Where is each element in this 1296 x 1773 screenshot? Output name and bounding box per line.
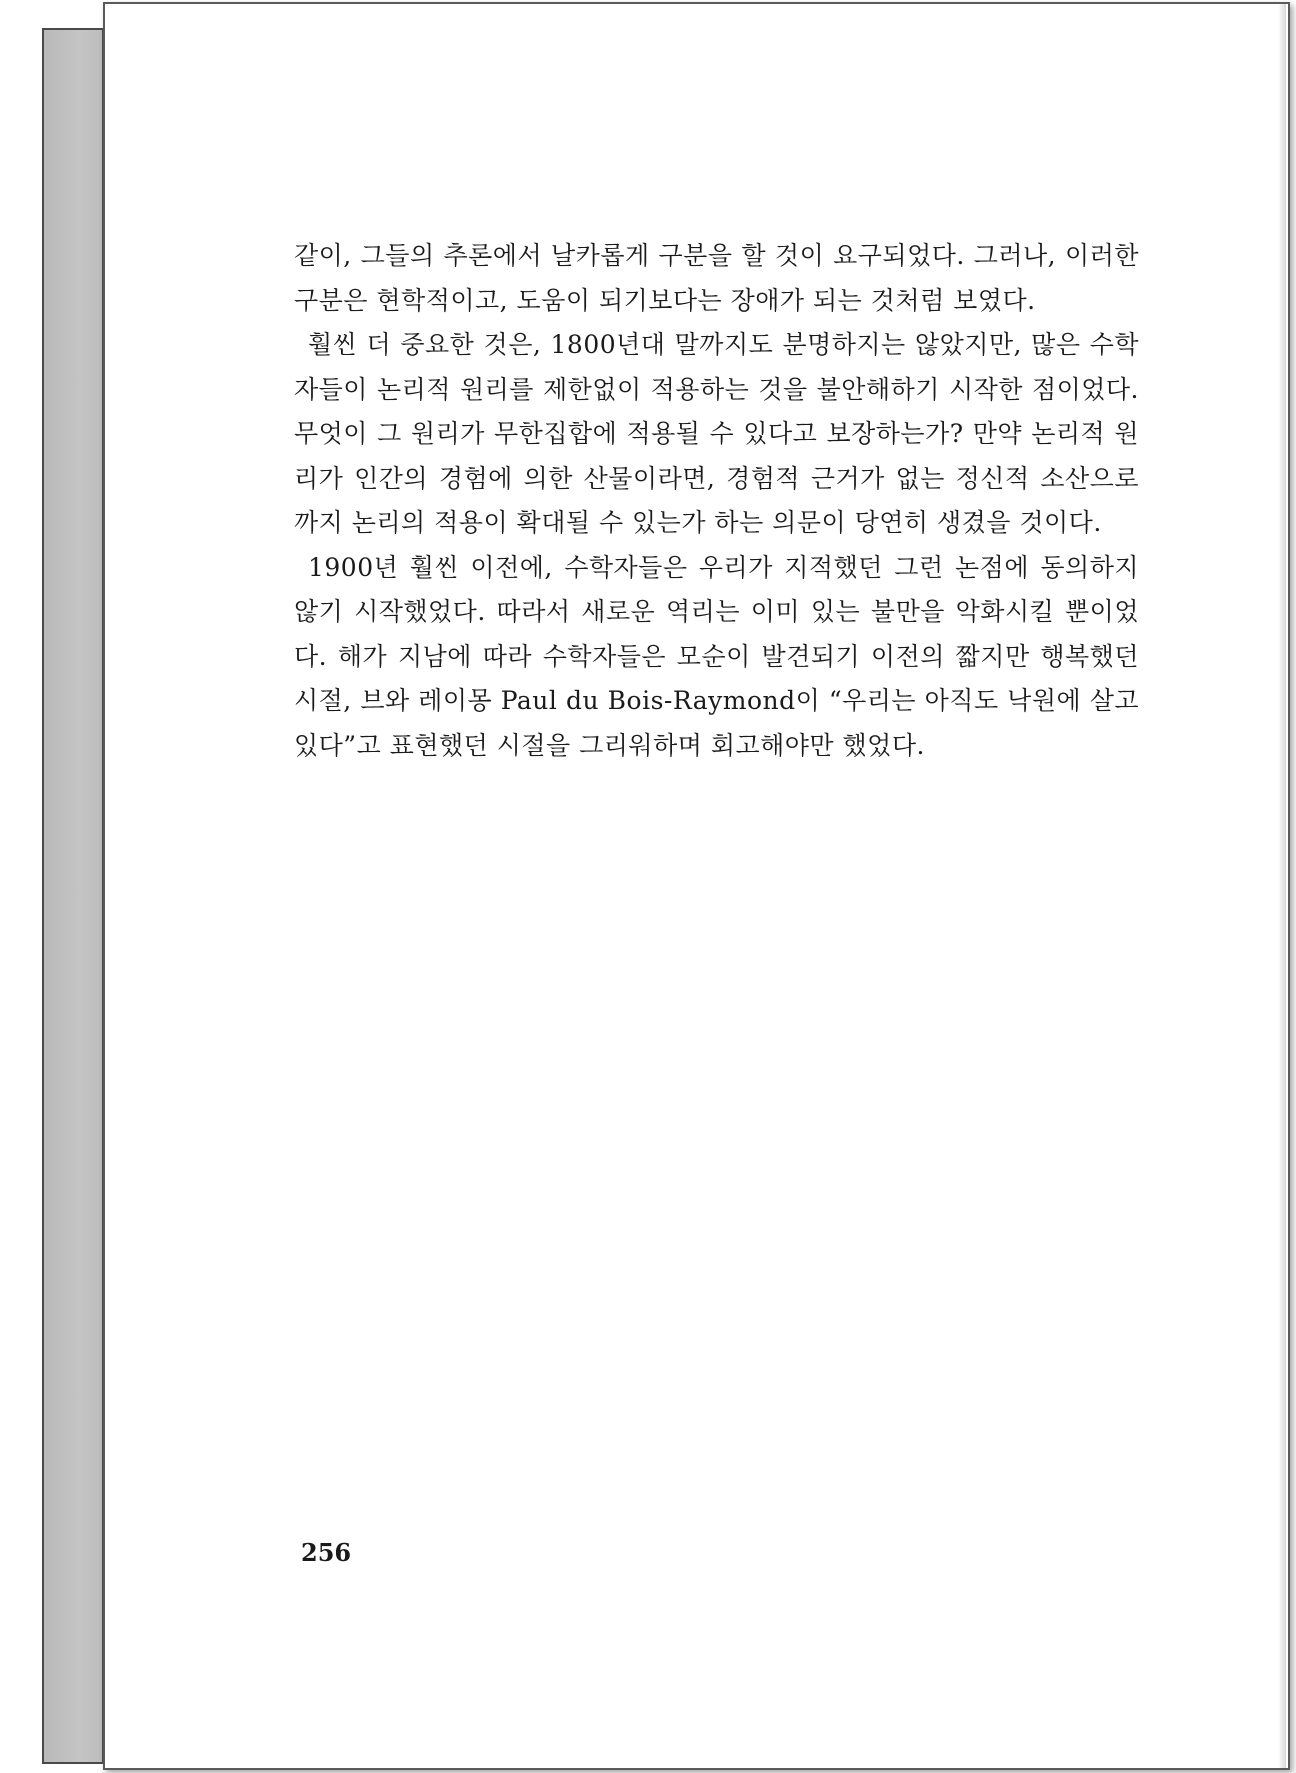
page-number: 256 xyxy=(301,1538,352,1567)
page-edge xyxy=(1278,4,1286,1768)
body-text xyxy=(294,234,1139,768)
paragraph-3: 1900년 훨씬 이전에, 수학자들은 우리가 지적했던 그런 논점에 동의하지 않기 시작했었다. 따라서 새로운 역리는 이미 있는 불만을 악화시킬 뿐이었다. 해가 지남에 따라 수학자들은 모순이 발견되기 이전의 짧지만 행복했던 시절, 브와 레이몽 Paul du Bois-Raymond이 “우리는 아직도 낙원에 살고 있다”고 표현했던 시절을 그리워하며 회고해야만 했었다. xyxy=(294,552,1139,760)
paragraph-2: 훨씬 더 중요한 것은, 1800년대 말까지도 분명하지는 않았지만, 많은 수학자들이 논리적 원리를 제한없이 적용하는 것을 불안해하기 시작한 점이었다. 무엇이 그 원리가 무한집합에 적용될 수 있다고 보장하는가? 만약 논리적 원리가 인간의 경험에 의한 산물이라면, 경험적 근거가 없는 정신적 소산으로까지 논리의 적용이 확대될 수 있는가 하는 의문이 당연히 생겼을 것이다. xyxy=(294,330,1139,537)
book-spine xyxy=(42,28,104,1764)
book-page xyxy=(103,2,1290,1770)
paragraph-1: 같이, 그들의 추론에서 날카롭게 구분을 할 것이 요구되었다. 그러나, 이러한 구분은 현학적이고, 도움이 되기보다는 장애가 되는 것처럼 보였다. xyxy=(294,241,1139,315)
